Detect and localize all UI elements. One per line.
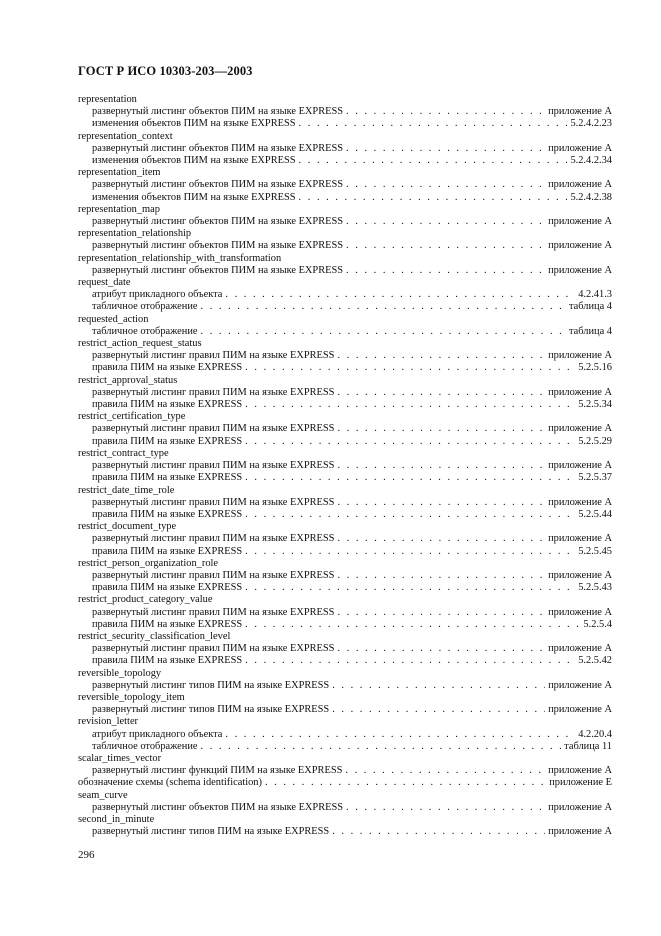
dot-leader bbox=[337, 350, 545, 362]
subentry-reference: приложение А bbox=[548, 679, 612, 691]
dot-leader bbox=[345, 765, 545, 777]
dot-leader bbox=[346, 240, 545, 252]
index-subentry bbox=[78, 143, 612, 155]
index-subentry bbox=[78, 729, 612, 741]
index-subentry bbox=[78, 765, 612, 777]
subentry-label: правила ПИМ на языке EXPRESS bbox=[92, 399, 243, 411]
subentry-reference: 5.2.4.2.23 bbox=[570, 118, 612, 130]
index-subentry bbox=[78, 607, 612, 619]
index-subentry bbox=[78, 460, 612, 472]
index-term: restrict_date_time_role bbox=[78, 484, 175, 496]
subentry-label: развернутый листинг правил ПИМ на языке EXPRESS bbox=[92, 569, 335, 581]
index-subentry bbox=[78, 570, 612, 582]
subentry-label: развернутый листинг типов ПИМ на языке EXPRESS bbox=[92, 826, 330, 838]
index-subentry bbox=[78, 546, 612, 558]
subentry-label: правила ПИМ на языке EXPRESS bbox=[92, 362, 243, 374]
dot-leader bbox=[201, 301, 566, 313]
index-subentry bbox=[78, 192, 612, 204]
subentry-reference: приложение А bbox=[548, 350, 612, 362]
index-term: revision_letter bbox=[78, 716, 139, 728]
index-term: second_in_minute bbox=[78, 813, 155, 825]
subentry-label: развернутый листинг правил ПИМ на языке EXPRESS bbox=[92, 496, 335, 508]
dot-leader bbox=[337, 607, 545, 619]
page-header: ГОСТ Р ИСО 10303-203—2003 bbox=[78, 64, 253, 78]
dot-leader bbox=[346, 216, 545, 228]
dot-leader bbox=[337, 643, 545, 655]
dot-leader bbox=[245, 362, 575, 374]
subentry-reference: 5.2.5.42 bbox=[578, 655, 612, 667]
index-term: reversible_topology bbox=[78, 667, 162, 679]
dot-leader bbox=[346, 106, 545, 118]
index-subentry bbox=[78, 240, 612, 252]
page-number: 296 bbox=[78, 849, 95, 861]
index-subentry bbox=[78, 472, 612, 484]
index-term: restrict_action_request_status bbox=[78, 338, 202, 350]
index-term: seam_curve bbox=[78, 789, 128, 801]
index-subentry bbox=[78, 216, 612, 228]
dot-leader bbox=[332, 704, 545, 716]
index-subentry bbox=[78, 387, 612, 399]
subentry-label: развернутый листинг функций ПИМ на языке EXPRESS bbox=[92, 765, 343, 777]
subentry-reference: приложение А bbox=[548, 264, 612, 276]
subentry-label: атрибут прикладного объекта bbox=[92, 289, 223, 301]
index-subentry bbox=[78, 655, 612, 667]
subentry-reference: приложение А bbox=[548, 386, 612, 398]
index-subentry bbox=[78, 802, 612, 814]
dot-leader bbox=[225, 289, 575, 301]
subentry-reference: 4.2.20.4 bbox=[578, 728, 612, 740]
index-subentry bbox=[78, 643, 612, 655]
dot-leader bbox=[346, 179, 545, 191]
dot-leader bbox=[245, 582, 575, 594]
subentry-label: правила ПИМ на языке EXPRESS bbox=[92, 508, 243, 520]
subentry-label: изменения объектов ПИМ на языке EXPRESS bbox=[92, 191, 296, 203]
dot-leader bbox=[201, 326, 566, 338]
dot-leader bbox=[337, 423, 545, 435]
subentry-label: табличное отображение bbox=[92, 325, 198, 337]
index-term: restrict_person_organization_role bbox=[78, 557, 219, 569]
subentry-reference: приложение А bbox=[548, 216, 612, 228]
index-subentry bbox=[78, 350, 612, 362]
subentry-label: развернутый листинг объектов ПИМ на языке EXPRESS bbox=[92, 264, 344, 276]
dot-leader bbox=[225, 729, 575, 741]
dot-leader bbox=[245, 472, 575, 484]
dot-leader bbox=[346, 143, 545, 155]
subentry-label: табличное отображение bbox=[92, 740, 198, 752]
index-subentry bbox=[78, 362, 612, 374]
index-term: representation_relationship bbox=[78, 228, 192, 240]
index-subentry bbox=[78, 680, 612, 692]
subentry-reference: приложение А bbox=[548, 179, 612, 191]
dot-leader bbox=[245, 509, 575, 521]
subentry-label: развернутый листинг правил ПИМ на языке EXPRESS bbox=[92, 533, 335, 545]
dot-leader bbox=[346, 265, 545, 277]
subentry-reference: 5.2.4.2.38 bbox=[570, 191, 612, 203]
index-subentry bbox=[78, 826, 612, 838]
index-term: restrict_certification_type bbox=[78, 411, 186, 423]
dot-leader bbox=[337, 533, 545, 545]
index-term: reversible_topology_item bbox=[78, 691, 185, 703]
subentry-reference: приложение А bbox=[548, 496, 612, 508]
subentry-label: развернутый листинг правил ПИМ на языке EXPRESS bbox=[92, 386, 335, 398]
dot-leader bbox=[299, 192, 568, 204]
index-subentry bbox=[78, 155, 612, 167]
dot-leader bbox=[245, 655, 575, 667]
subentry-label: обозначение схемы (schema identification) bbox=[78, 777, 262, 789]
subentry-reference: 5.2.4.2.34 bbox=[570, 155, 612, 167]
subentry-label: табличное отображение bbox=[92, 301, 198, 313]
subentry-label: развернутый листинг объектов ПИМ на языке EXPRESS bbox=[92, 216, 344, 228]
index-term: restrict_document_type bbox=[78, 521, 177, 533]
subentry-reference: 5.2.5.16 bbox=[578, 362, 612, 374]
subentry-label: развернутый листинг правил ПИМ на языке EXPRESS bbox=[92, 606, 335, 618]
index-term: restrict_security_classification_level bbox=[78, 630, 231, 642]
dot-leader bbox=[332, 826, 545, 838]
index-subentry bbox=[78, 704, 612, 716]
index-subentry bbox=[78, 289, 612, 301]
index-subentry bbox=[78, 619, 612, 631]
subentry-label: правила ПИМ на языке EXPRESS bbox=[92, 472, 243, 484]
subentry-reference: приложение А bbox=[548, 533, 612, 545]
subentry-label: развернутый листинг правил ПИМ на языке EXPRESS bbox=[92, 350, 335, 362]
index-term: restrict_approval_status bbox=[78, 374, 178, 386]
index-term: representation_map bbox=[78, 203, 160, 215]
subentry-reference: приложение А bbox=[548, 704, 612, 716]
subentry-reference: приложение А bbox=[548, 460, 612, 472]
subentry-label: развернутый листинг объектов ПИМ на языке EXPRESS bbox=[92, 179, 344, 191]
subentry-label: правила ПИМ на языке EXPRESS bbox=[92, 582, 243, 594]
index-subentry bbox=[78, 399, 612, 411]
subentry-label: изменения объектов ПИМ на языке EXPRESS bbox=[92, 155, 296, 167]
subentry-label: развернутый листинг правил ПИМ на языке EXPRESS bbox=[92, 423, 335, 435]
dot-leader bbox=[299, 118, 568, 130]
index-subentry bbox=[78, 326, 612, 338]
index-term: representation bbox=[78, 94, 137, 105]
subentry-reference: 5.2.5.34 bbox=[578, 399, 612, 411]
subentry-label: развернутый листинг объектов ПИМ на языке EXPRESS bbox=[92, 142, 344, 154]
index-term: restrict_contract_type bbox=[78, 447, 169, 459]
index-subentry bbox=[78, 777, 612, 789]
subentry-reference: приложение А bbox=[548, 240, 612, 252]
subentry-label: развернутый листинг типов ПИМ на языке EXPRESS bbox=[92, 679, 330, 691]
index-subentry bbox=[78, 509, 612, 521]
subentry-reference: приложение А bbox=[548, 142, 612, 154]
dot-leader bbox=[245, 436, 575, 448]
subentry-reference: 5.2.5.29 bbox=[578, 435, 612, 447]
dot-leader bbox=[299, 155, 568, 167]
dot-leader bbox=[265, 777, 546, 789]
index-list bbox=[78, 94, 612, 838]
index-subentry bbox=[78, 179, 612, 191]
subentry-reference: 5.2.5.45 bbox=[578, 545, 612, 557]
subentry-label: правила ПИМ на языке EXPRESS bbox=[92, 435, 243, 447]
index-subentry bbox=[78, 741, 612, 753]
index-subentry bbox=[78, 106, 612, 118]
index-term: requested_action bbox=[78, 313, 149, 325]
subentry-reference: приложение А bbox=[548, 826, 612, 838]
subentry-label: правила ПИМ на языке EXPRESS bbox=[92, 545, 243, 557]
subentry-label: атрибут прикладного объекта bbox=[92, 728, 223, 740]
subentry-label: правила ПИМ на языке EXPRESS bbox=[92, 618, 243, 630]
subentry-reference: 5.2.5.4 bbox=[583, 618, 612, 630]
subentry-label: развернутый листинг правил ПИМ на языке EXPRESS bbox=[92, 460, 335, 472]
subentry-reference: таблица 4 bbox=[568, 301, 612, 313]
subentry-reference: приложение E bbox=[549, 777, 612, 789]
subentry-label: развернутый листинг объектов ПИМ на языке EXPRESS bbox=[92, 106, 344, 118]
index-subentry bbox=[78, 436, 612, 448]
dot-leader bbox=[337, 497, 545, 509]
index-term: restrict_product_category_value bbox=[78, 594, 213, 606]
index-term: representation_item bbox=[78, 167, 161, 179]
subentry-reference: приложение А bbox=[548, 606, 612, 618]
subentry-reference: 5.2.5.44 bbox=[578, 508, 612, 520]
dot-leader bbox=[245, 546, 575, 558]
index-subentry bbox=[78, 118, 612, 130]
subentry-label: развернутый листинг объектов ПИМ на языке EXPRESS bbox=[92, 801, 344, 813]
subentry-reference: 5.2.5.37 bbox=[578, 472, 612, 484]
subentry-reference: приложение А bbox=[548, 643, 612, 655]
index-term: representation_relationship_with_transformation bbox=[78, 252, 282, 264]
subentry-reference: 4.2.41.3 bbox=[578, 289, 612, 301]
index-subentry bbox=[78, 265, 612, 277]
index-subentry bbox=[78, 582, 612, 594]
dot-leader bbox=[337, 570, 545, 582]
subentry-reference: 5.2.5.43 bbox=[578, 582, 612, 594]
subentry-reference: приложение А bbox=[548, 106, 612, 118]
subentry-label: изменения объектов ПИМ на языке EXPRESS bbox=[92, 118, 296, 130]
index-subentry bbox=[78, 533, 612, 545]
dot-leader bbox=[346, 802, 545, 814]
dot-leader bbox=[201, 741, 562, 753]
dot-leader bbox=[337, 460, 545, 472]
subentry-label: развернутый листинг объектов ПИМ на языке EXPRESS bbox=[92, 240, 344, 252]
subentry-reference: приложение А bbox=[548, 569, 612, 581]
subentry-reference: таблица 4 bbox=[568, 325, 612, 337]
subentry-label: развернутый листинг правил ПИМ на языке EXPRESS bbox=[92, 643, 335, 655]
subentry-reference: приложение А bbox=[548, 765, 612, 777]
subentry-reference: приложение А bbox=[548, 423, 612, 435]
index-term: representation_context bbox=[78, 130, 173, 142]
index-subentry bbox=[78, 423, 612, 435]
index-subentry bbox=[78, 301, 612, 313]
dot-leader bbox=[245, 399, 575, 411]
index-subentry bbox=[78, 497, 612, 509]
dot-leader bbox=[245, 619, 580, 631]
index-term: scalar_times_vector bbox=[78, 752, 162, 764]
dot-leader bbox=[337, 387, 545, 399]
index-term: request_date bbox=[78, 277, 131, 289]
subentry-label: развернутый листинг типов ПИМ на языке EXPRESS bbox=[92, 704, 330, 716]
subentry-label: правила ПИМ на языке EXPRESS bbox=[92, 655, 243, 667]
subentry-reference: приложение А bbox=[548, 801, 612, 813]
subentry-reference: таблица 11 bbox=[564, 740, 612, 752]
dot-leader bbox=[332, 680, 545, 692]
